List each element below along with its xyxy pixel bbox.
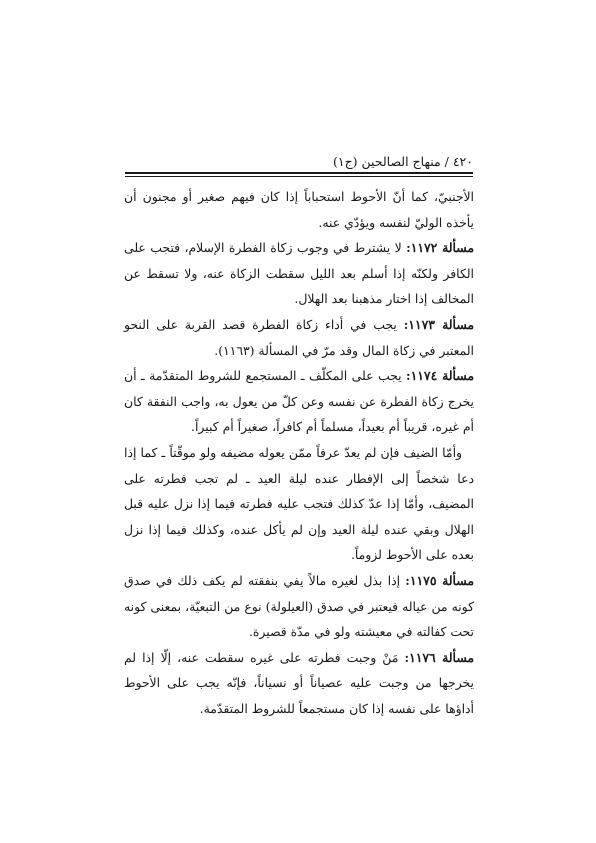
paragraph-text: مَنْ وجبت فطرته على غيره سقطت عنه، إلّا إذا لم يخرجها من وجبت عليه عصياناً أو نسياناً، فإنّه يجب على الأحوط أداؤها على نفسه إذا كان مستجمعاً للشروط المتقدّمة. xyxy=(124,649,474,716)
paragraph-text: لا يشترط في وجوب زكاة الفطرة الإسلام، فتجب على الكافر ولكنّه إذا أسلم بعد الليل سقطت الزكاة عنه، ولا تسقط عن المخالف إذا اختار مذهبنا بعد الهلال. xyxy=(124,240,474,307)
page-body xyxy=(124,184,474,721)
paragraph-text: يجب في أداء زكاة الفطرة قصد القربة على النحو المعتبر في زكاة المال وقد مرّ في المسألة (١١٦٣). xyxy=(124,316,474,358)
header-rule-thick xyxy=(125,172,473,174)
header-rule-thin xyxy=(125,176,473,177)
paragraph-text: الأجنبيّ، كما أنّ الأحوط استحباباً إذا كان فيهم صغير أو مجنون أن يأخذه الوليّ لنفسه ويؤدّي عنه. xyxy=(124,189,474,230)
paragraph-guest xyxy=(124,440,474,568)
paragraph-text: وأمّا الضيف فإن لم يعدّ عرفاً ممّن يعوله مضيفه ولو موقّتاً ـ كما إذا دعا شخصاً إلى الإفطار عنده ليلة العيد ـ لم تجب فطرته على المضيف، وأمّا إذا عدّ كذلك فتجب عليه فطرته فيما إذا نزل عليه قبل الهلال وبقي عنده ليلة العيد وإن لم يأكل عنده، وكذلك فيما إذا نزل بعده على الأحوط لزوماً. xyxy=(124,444,474,563)
paragraph-issue-1172 xyxy=(124,235,474,312)
issue-number: مسألة ١١٧٤: xyxy=(406,368,474,384)
issue-number: مسألة ١١٧٣: xyxy=(403,316,475,332)
paragraph-text: إذا بذل لغيره مالاً يفي بنفقته لم يكف ذلك في صدق كونه من عياله فيعتبر في صدق (العيلولة) نوع من التبعيّة، بمعنى كونه تحت كفالته في معيشته ولو في مدّة قصيرة. xyxy=(124,572,474,640)
issue-number: مسألة ١١٧٢: xyxy=(406,240,474,256)
paragraph-issue-1176 xyxy=(124,645,474,722)
paragraph-issue-1173 xyxy=(124,312,474,363)
paragraph-issue-1175 xyxy=(124,568,474,645)
paragraph-continuation xyxy=(124,184,474,235)
issue-number: مسألة ١١٧٦: xyxy=(404,649,475,665)
paragraph-issue-1174 xyxy=(124,363,474,440)
running-head: ٤٢٠ / منهاج الصالحين (ج١) xyxy=(332,154,473,169)
issue-number: مسألة ١١٧٥: xyxy=(405,572,474,588)
paragraph-text: يجب على المكلّف ـ المستجمع للشروط المتقدّمة ـ أن يخرج زكاة الفطرة عن نفسه وعن كلّ من يعول به، واجب النفقة كان أم غيره، قريباً أم بعيداً، مسلماً أم كافراً، صغيراً أم كبيراً. xyxy=(124,368,474,435)
page-header xyxy=(125,150,473,170)
